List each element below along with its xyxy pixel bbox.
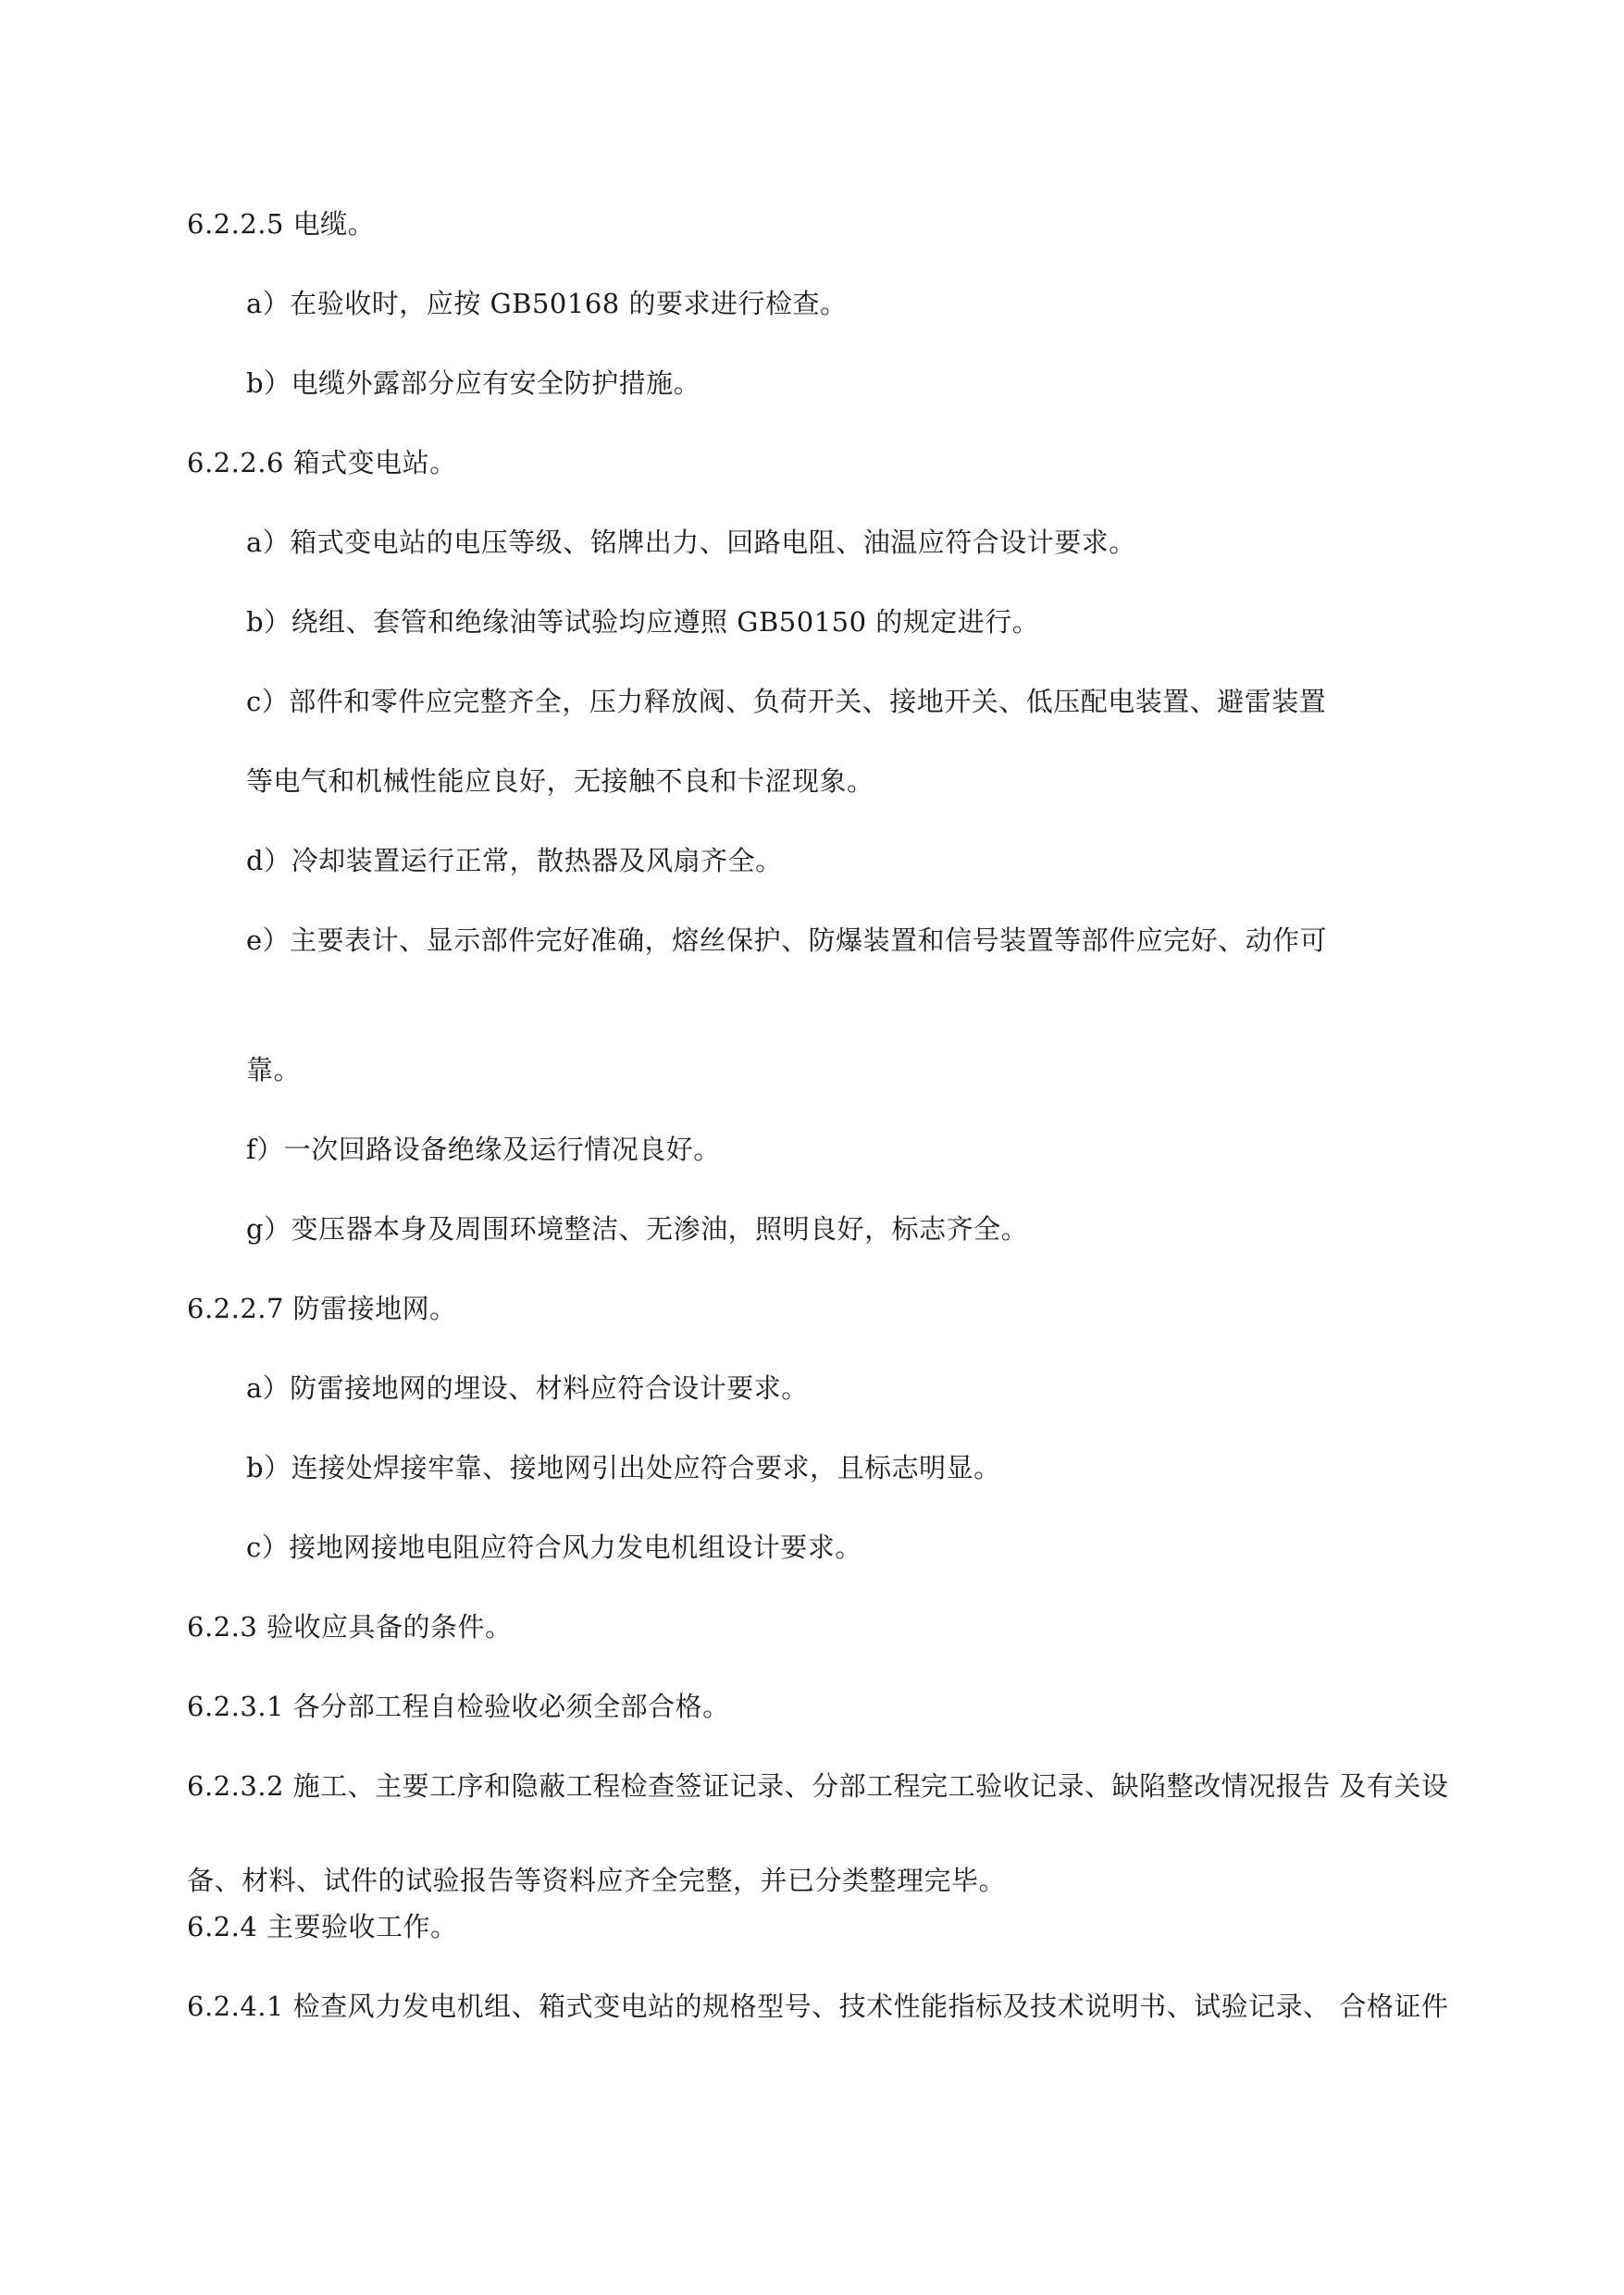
list-item-a: a）箱式变电站的电压等级、铭牌出力、回路电阻、油温应符合设计要求。 xyxy=(246,527,1136,558)
list-item-d: d）冷却装置运行正常，散热器及风扇齐全。 xyxy=(246,845,783,876)
section-heading-6-2-2-7: 6.2.2.7 防雷接地网。 xyxy=(187,1293,457,1324)
list-item-e: e）主要表计、显示部件完好准确，熔丝保护、防爆装置和信号装置等部件应完好、动作可 xyxy=(246,924,1328,956)
section-heading-6-2-4-1: 6.2.4.1 检查风力发电机组、箱式变电站的规格型号、技术性能指标及技术说明书、试验记录、 合格证件 xyxy=(187,1991,1449,2022)
list-item-e-continued: 靠。 xyxy=(246,1054,302,1085)
list-item-a: a）在验收时，应按 GB50168 的要求进行检查。 xyxy=(246,288,848,319)
section-heading-6-2-4: 6.2.4 主要验收工作。 xyxy=(187,1911,458,1942)
list-item-b: b）电缆外露部分应有安全防护措施。 xyxy=(246,367,701,399)
list-item-a: a）防雷接地网的埋设、材料应符合设计要求。 xyxy=(246,1372,809,1404)
section-heading-6-2-3: 6.2.3 验收应具备的条件。 xyxy=(187,1611,513,1643)
list-item-c: c）接地网接地电阻应符合风力发电机组设计要求。 xyxy=(246,1532,862,1563)
section-heading-6-2-2-6: 6.2.2.6 箱式变电站。 xyxy=(187,447,457,478)
section-heading-6-2-2-5: 6.2.2.5 电缆。 xyxy=(187,208,376,240)
list-item-c-continued: 等电气和机械性能应良好，无接触不良和卡涩现象。 xyxy=(246,765,874,797)
list-item-f: f）一次回路设备绝缘及运行情况良好。 xyxy=(246,1134,721,1165)
list-item-b: b）绕组、套管和绝缘油等试验均应遵照 GB50150 的规定进行。 xyxy=(246,606,1040,638)
paragraph-continued: 备、材料、试件的试验报告等资料应齐全完整，并已分类整理完毕。 xyxy=(187,1865,1007,1896)
section-heading-6-2-3-1: 6.2.3.1 各分部工程自检验收必须全部合格。 xyxy=(187,1691,730,1722)
list-item-g: g）变压器本身及周围环境整洁、无渗油，照明良好，标志齐全。 xyxy=(246,1213,1029,1245)
list-item-b: b）连接处焊接牢靠、接地网引出处应符合要求，且标志明显。 xyxy=(246,1452,1001,1483)
section-heading-6-2-3-2: 6.2.3.2 施工、主要工序和隐蔽工程检查签证记录、分部工程完工验收记录、缺陷整改情况报告 及有关设 xyxy=(187,1770,1449,1802)
list-item-c: c）部件和零件应完整齐全，压力释放阀、负荷开关、接地开关、低压配电装置、避雷装置 xyxy=(246,686,1327,717)
